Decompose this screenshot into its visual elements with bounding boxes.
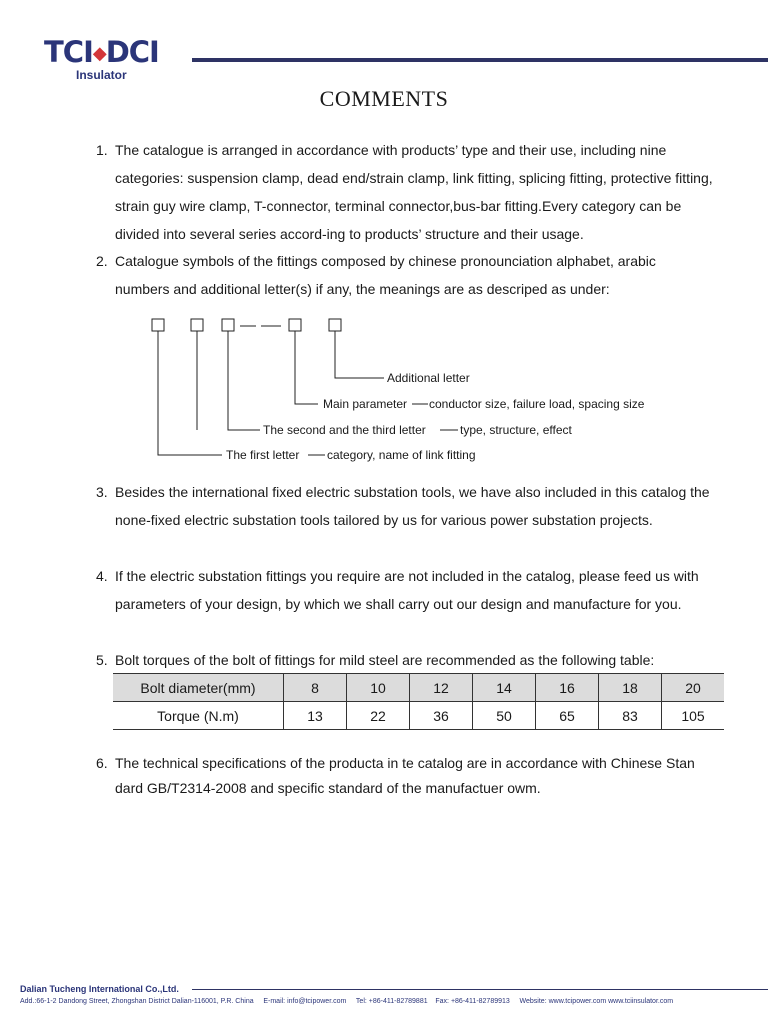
label-main-parameter-desc: conductor size, failure load, spacing size bbox=[429, 397, 645, 411]
item-line: Catalogue symbols of the fittings composed by chinese pronounciation alphabet, arabic bbox=[115, 253, 656, 269]
symbol-box-1 bbox=[152, 319, 164, 331]
symbol-box-3 bbox=[222, 319, 234, 331]
page-title: COMMENTS bbox=[319, 86, 449, 111]
item-line: strain guy wire clamp, T-connector, terminal connector,bus-bar fitting.Every category can be bbox=[115, 198, 682, 214]
item-line: divided into several series accord-ing to products’ structure and their usage. bbox=[115, 226, 584, 242]
label-first-letter-desc: category, name of link fitting bbox=[327, 448, 476, 462]
item-number: 2. bbox=[96, 253, 108, 269]
table-cell: 50 bbox=[473, 702, 536, 730]
item-line: dard GB/T2314-2008 and specific standard of the manufactuer owm. bbox=[115, 780, 541, 796]
label-second-third-letter: The second and the third letter bbox=[263, 423, 426, 437]
table-cell: 13 bbox=[284, 702, 347, 730]
table-cell: 83 bbox=[599, 702, 662, 730]
table-cell: 12 bbox=[410, 674, 473, 702]
table-cell: 22 bbox=[347, 702, 410, 730]
table-cell: 18 bbox=[599, 674, 662, 702]
item-text bbox=[115, 136, 715, 248]
item-line: If the electric substation fittings you require are not included in the catalog, please feed us with bbox=[115, 568, 699, 584]
label-additional-letter: Additional letter bbox=[387, 371, 470, 385]
item-text bbox=[115, 478, 715, 534]
item-line: categories: suspension clamp, dead end/strain clamp, link fitting, splicing fitting, protective fitting, bbox=[115, 170, 713, 186]
item-line: Besides the international fixed electric substation tools, we have also included in this catalog the bbox=[115, 484, 710, 500]
item-text bbox=[115, 247, 715, 303]
label-second-third-desc: type, structure, effect bbox=[460, 423, 572, 437]
table-cell: 36 bbox=[410, 702, 473, 730]
label-main-parameter: Main parameter bbox=[323, 397, 408, 411]
item-line: parameters of your design, by which we shall carry out our design and manufacture for you. bbox=[115, 596, 682, 612]
table-cell: 8 bbox=[284, 674, 347, 702]
logo-right-text: DCI bbox=[105, 35, 159, 69]
leader-second-third bbox=[228, 331, 260, 430]
table-row-torque bbox=[113, 702, 724, 730]
leader-main bbox=[295, 331, 318, 404]
logo-left-text: TCI bbox=[44, 35, 93, 69]
table-cell: 20 bbox=[662, 674, 725, 702]
footer-email: E-mail: info@tcipower.com bbox=[263, 998, 347, 1005]
table-cell: 105 bbox=[662, 702, 725, 730]
item-number: 6. bbox=[96, 755, 108, 771]
item-number: 1. bbox=[96, 142, 108, 158]
footer-rule bbox=[192, 989, 768, 990]
item-line: numbers and additional letter(s) if any, the meanings are as descriped as under: bbox=[115, 281, 610, 297]
company-logo bbox=[44, 36, 184, 84]
table-cell: 10 bbox=[347, 674, 410, 702]
item-text bbox=[115, 751, 715, 801]
label-first-letter: The first letter bbox=[226, 448, 300, 462]
table-cell: 16 bbox=[536, 674, 599, 702]
footer-fax: Fax: +86-411-82789913 bbox=[435, 998, 510, 1005]
symbol-diagram bbox=[140, 316, 700, 466]
logo-mark bbox=[44, 36, 159, 70]
item-number: 3. bbox=[96, 484, 108, 500]
table-cell: 14 bbox=[473, 674, 536, 702]
header-rule bbox=[192, 58, 768, 62]
leader-first bbox=[158, 331, 222, 455]
logo-subtitle: Insulator bbox=[76, 68, 127, 82]
footer-company: Dalian Tucheng International Co.,Ltd. bbox=[20, 984, 179, 994]
item-line: The technical specifications of the producta in te catalog are in accordance with Chinese Stan bbox=[115, 755, 695, 771]
item-line: Bolt torques of the bolt of fittings for mild steel are recommended as the following table: bbox=[115, 652, 655, 668]
symbol-box-2 bbox=[191, 319, 203, 331]
table-row-diameter bbox=[113, 674, 724, 702]
footer-contact bbox=[20, 998, 673, 1005]
item-line: none-fixed electric substation tools tailored by us for various power substation projects. bbox=[115, 512, 653, 528]
footer-address: Add.:66-1-2 Dandong Street, Zhongshan District Dalian-116001, P.R. China bbox=[20, 998, 254, 1005]
footer-website: Website: www.tcipower.com www.tciinsulator.com bbox=[519, 998, 674, 1005]
item-number: 5. bbox=[96, 652, 108, 668]
leader-additional bbox=[335, 331, 384, 378]
row-label-diameter: Bolt diameter(mm) bbox=[113, 674, 284, 702]
footer-tel: Tel: +86-411-82789881 bbox=[355, 998, 428, 1005]
item-text bbox=[115, 562, 715, 618]
symbol-box-5 bbox=[329, 319, 341, 331]
bolt-torque-table bbox=[113, 673, 724, 730]
row-label-torque: Torque (N.m) bbox=[113, 702, 284, 730]
table-cell: 65 bbox=[536, 702, 599, 730]
item-line: The catalogue is arranged in accordance with products’ type and their use, including nine bbox=[115, 142, 667, 158]
item-text bbox=[115, 646, 715, 674]
symbol-box-4 bbox=[289, 319, 301, 331]
logo-separator: ◆ bbox=[92, 43, 106, 64]
symbol-diagram-lines bbox=[140, 316, 700, 466]
item-number: 4. bbox=[96, 568, 108, 584]
